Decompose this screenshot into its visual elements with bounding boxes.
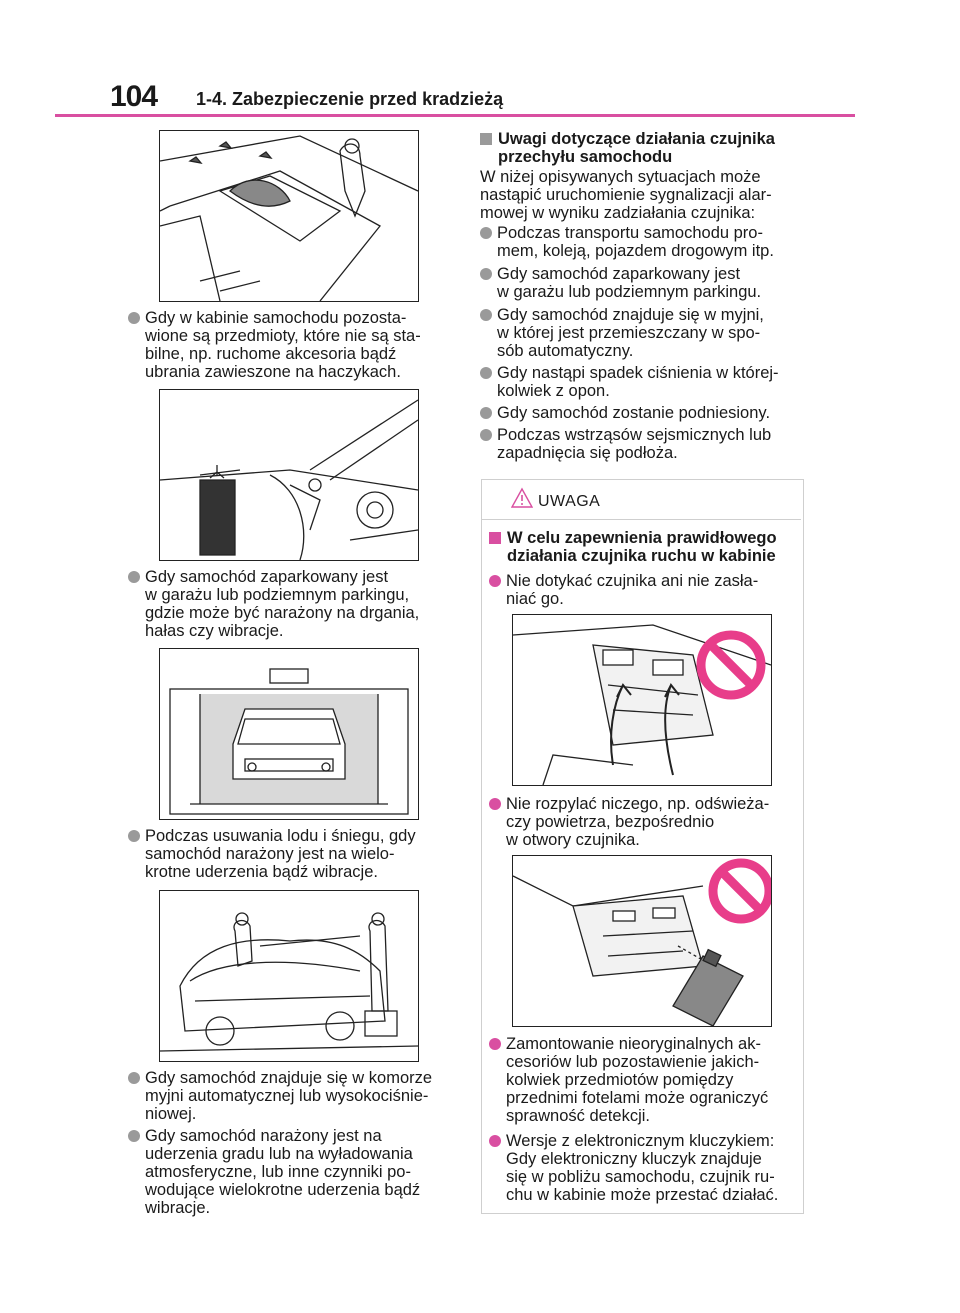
- warning-triangle-icon: [511, 487, 533, 509]
- figure-sunroof-leaves: [159, 130, 419, 302]
- right-item-6: Podczas wstrząsów sejsmicznych lub zapadnięcia się podłoża.: [480, 426, 837, 462]
- warning-title: UWAGA: [538, 493, 601, 510]
- figure-sensor-spray: [512, 855, 772, 1027]
- figure-interior-hanger: [159, 389, 419, 561]
- page-number: 104: [110, 80, 158, 113]
- left-item-3: Podczas usuwania lodu i śniegu, gdy samochód narażony jest na wielo- krotne uderzenia bądź wibracje.: [128, 827, 475, 881]
- left-item-1: Gdy w kabinie samochodu pozosta- wione są przedmioty, które nie są sta- bilne, np. ruchome akcesoria bądź ubrania zawieszone na haczykach.: [128, 309, 475, 381]
- left-item-4: Gdy samochód znajduje się w komorze myjni automatycznej lub wysokociśnie- niowej.: [128, 1069, 475, 1123]
- right-item-4: Gdy nastąpi spadek ciśnienia w której- kolwiek z opon.: [480, 364, 837, 400]
- right-item-2: Gdy samochód zaparkowany jest w garażu lub podziemnym parkingu.: [480, 265, 837, 301]
- warning-item-4: Wersje z elektronicznym kluczykiem: Gdy elektroniczny kluczyk znajduje się w pobliżu samochodu, czujnik ru- chu w kabinie może przestać działać.: [489, 1132, 816, 1204]
- right-heading: Uwagi dotyczące działania czujnika przechyłu samochodu: [480, 130, 838, 166]
- section-title: 1-4. Zabezpieczenie przed kradzieżą: [196, 89, 504, 109]
- warning-heading: W celu zapewnienia prawidłowego działania czujnika ruchu w kabinie: [489, 529, 817, 565]
- warning-item-3: Zamontowanie nieoryginalnych ak- cesoriów lub pozostawienie jakich- kolwiek przedmiotów pomiędzy przednimi fotelami może ograniczyć sprawność detekcji.: [489, 1035, 816, 1125]
- figure-car-wash: [159, 648, 419, 820]
- warning-header: [481, 479, 802, 519]
- warning-item-1: Nie dotykać czujnika ani nie zasła- niać go.: [489, 572, 816, 608]
- left-item-5: Gdy samochód narażony jest na uderzenia gradu lub na wyładowania atmosferyczne, lub inne czynniki po- wodujące wielokrotne uderzenia bądź wibracje.: [128, 1127, 475, 1217]
- warning-rule: [482, 519, 801, 520]
- figure-snow-removal: [159, 890, 419, 1062]
- header-rule: [55, 114, 855, 117]
- warning-item-2: Nie rozpylać niczego, np. odświeża- czy powietrza, bezpośrednio w otwory czujnika.: [489, 795, 816, 849]
- right-item-3: Gdy samochód znajduje się w myjni, w której jest przemieszczany w spo- sób automatyczny.: [480, 306, 837, 360]
- right-item-5: Gdy samochód zostanie podniesiony.: [480, 404, 837, 422]
- right-intro: W niżej opisywanych sytuacjach może nastąpić uruchomienie sygnalizacji alar- mowej w wyniku zadziałania czujnika:: [480, 168, 772, 222]
- figure-sensor-touch: [512, 614, 772, 786]
- right-item-1: Podczas transportu samochodu pro- mem, koleją, pojazdem drogowym itp.: [480, 224, 837, 260]
- left-item-2: Gdy samochód zaparkowany jest w garażu lub podziemnym parkingu, gdzie może być narażony na drgania, hałas czy wibracje.: [128, 568, 475, 640]
